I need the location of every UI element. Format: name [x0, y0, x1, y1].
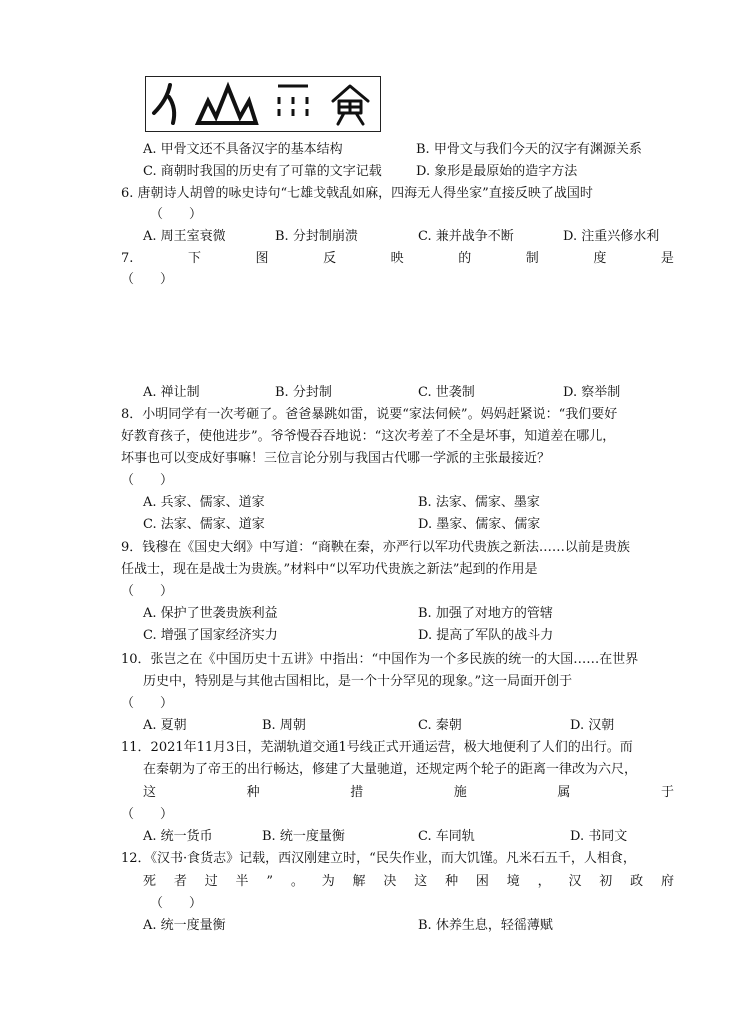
q11-answer-blank: （ ） [121, 807, 174, 822]
q6-answer-blank: （ ） [150, 207, 203, 222]
q8-option-d: D. 墨家、儒家、儒家 [418, 517, 541, 532]
q7-option-c: C. 世袭制 [418, 385, 475, 400]
q12-word: 过 [204, 874, 218, 889]
oracle-bone-figure [145, 76, 381, 132]
q12-word: 半 [235, 874, 249, 889]
glyph-shi [333, 86, 368, 124]
q5-option-d: D. 象形是最原始的造字方法 [416, 164, 578, 179]
q12-word: ” [266, 874, 274, 889]
q7-word: 制 [525, 251, 539, 266]
q12-word: ， [537, 874, 551, 889]
q7-word: 反 [323, 251, 337, 266]
q11-stem-line1: 11．2021年11月3日，芜湖轨道交通1号线正式开通运营，极大地便利了人们的出行。而 [121, 740, 633, 755]
q7-word: 7. [121, 251, 134, 266]
q12-answer-blank: （ ） [150, 896, 203, 911]
q12-word: 府 [660, 874, 674, 889]
q12-word: 为 [321, 874, 335, 889]
q10-option-d: D. 汉朝 [570, 718, 615, 733]
oracle-bone-glyphs [146, 77, 379, 130]
q11-word: 施 [453, 785, 467, 800]
q10-option-a: A. 夏朝 [143, 718, 187, 733]
q7-word: 度 [593, 251, 607, 266]
q10-stem-line2: 历史中，特别是与其他古国相比，是一个十分罕见的现象。”这一局面开创于 [143, 674, 573, 689]
q8-answer-blank: （ ） [121, 473, 174, 488]
q8-option-b: B. 法家、儒家、墨家 [418, 495, 540, 510]
q12-word: 汉 [568, 874, 582, 889]
q7-word: 图 [255, 251, 269, 266]
q11-option-b: B. 统一度量衡 [262, 829, 345, 844]
q12-stem-line2 [143, 874, 674, 890]
q9-option-c: C. 增强了国家经济实力 [143, 628, 278, 643]
q11-word: 这 [143, 785, 157, 800]
q9-option-a: A. 保护了世袭贵族利益 [143, 606, 278, 621]
q7-word: 下 [187, 251, 201, 266]
q11-option-a: A. 统一货币 [143, 829, 213, 844]
q11-word: 种 [246, 785, 260, 800]
q6-option-b: B. 分封制崩溃 [275, 229, 358, 244]
q11-option-d: D. 书同文 [570, 829, 628, 844]
q10-answer-blank: （ ） [121, 696, 174, 711]
q7-stem-line1 [121, 251, 674, 267]
q6-option-c: C. 兼并战争不断 [418, 229, 514, 244]
q12-word: 种 [445, 874, 459, 889]
q10-stem-line1: 10．张岂之在《中国历史十五讲》中指出：“中国作为一个多民族的统一的大国……在世界 [121, 652, 639, 667]
q12-option-b: B. 休养生息，轻徭薄赋 [418, 918, 553, 933]
q10-option-b: B. 周朝 [262, 718, 306, 733]
q9-stem-line1: 9．钱穆在《国史大纲》中写道：“商鞅在秦，亦严行以军功代贵族之新法……以前是贵族 [121, 540, 630, 555]
q12-word: 者 [173, 874, 187, 889]
q7-answer-blank: （ ） [121, 272, 174, 287]
q10-option-c: C. 秦朝 [418, 718, 462, 733]
glyph-ren [154, 85, 174, 123]
q7-option-d: D. 察举制 [563, 385, 621, 400]
q8-option-c: C. 法家、儒家、道家 [143, 517, 265, 532]
q12-word: 解 [352, 874, 366, 889]
q8-option-a: A. 兵家、儒家、道家 [143, 495, 265, 510]
q12-word: 初 [599, 874, 613, 889]
q5-option-a: A. 甲骨文还不具备汉字的基本结构 [143, 142, 343, 157]
q7-option-a: A. 禅让制 [143, 385, 200, 400]
q12-word: 困 [475, 874, 489, 889]
q9-stem-line2: 任战士，现在是战士为贵族。”材料中“以军功代贵族之新法”起到的作用是 [121, 562, 538, 577]
q6-stem-line1: 6. 唐朝诗人胡曾的咏史诗句“七雄戈戟乱如麻，四海无人得坐家”直接反映了战国时 [121, 186, 593, 201]
q11-option-c: C. 车同轨 [418, 829, 475, 844]
q6-option-d: D. 注重兴修水利 [563, 229, 660, 244]
q8-stem-line3: 坏事也可以变成好事嘛！三位言论分别与我国古代哪一学派的主张最接近？ [121, 451, 551, 466]
q6-option-a: A. 周王室衰微 [143, 229, 226, 244]
q11-word: 于 [660, 785, 674, 800]
glyph-shan [198, 87, 256, 123]
q9-answer-blank: （ ） [121, 584, 174, 599]
q8-stem-line2: 好教育孩子，使他进步”。爷爷慢吞吞地说：“这次考差了不全是坏事，知道差在哪儿， [121, 429, 616, 444]
q12-word: 。 [290, 874, 304, 889]
q11-word: 措 [350, 785, 364, 800]
q12-word: 政 [630, 874, 644, 889]
q5-option-b: B. 甲骨文与我们今天的汉字有渊源关系 [416, 142, 642, 157]
q12-word: 死 [143, 874, 157, 889]
q12-stem-line1: 12．《汉书·食货志》记载，西汉刚建立时，“民失作业，而大饥馑。凡米石五千，人相食， [121, 851, 636, 866]
q7-word: 是 [660, 251, 674, 266]
q11-word: 属 [557, 785, 571, 800]
q12-word: 境 [506, 874, 520, 889]
q7-word: 映 [390, 251, 404, 266]
q7-word: 的 [458, 251, 472, 266]
q11-stem-line3 [143, 785, 674, 801]
q12-option-a: A. 统一度量衡 [143, 918, 226, 933]
q8-stem-line1: 8．小明同学有一次考砸了。爸爸暴跳如雷，说要“家法伺候”。妈妈赶紧说：“我们要好 [121, 407, 618, 422]
q12-word: 这 [414, 874, 428, 889]
glyph-yu [278, 86, 308, 116]
q9-option-b: B. 加强了对地方的管辖 [418, 606, 553, 621]
q12-word: 决 [383, 874, 397, 889]
q5-option-c: C. 商朝时我国的历史有了可靠的文字记载 [143, 164, 382, 179]
q11-stem-line2: 在秦朝为了帝王的出行畅达，修建了大量驰道，还规定两个轮子的距离一律改为六尺， [143, 762, 638, 777]
q9-option-d: D. 提高了军队的战斗力 [418, 628, 554, 643]
q7-option-b: B. 分封制 [275, 385, 332, 400]
